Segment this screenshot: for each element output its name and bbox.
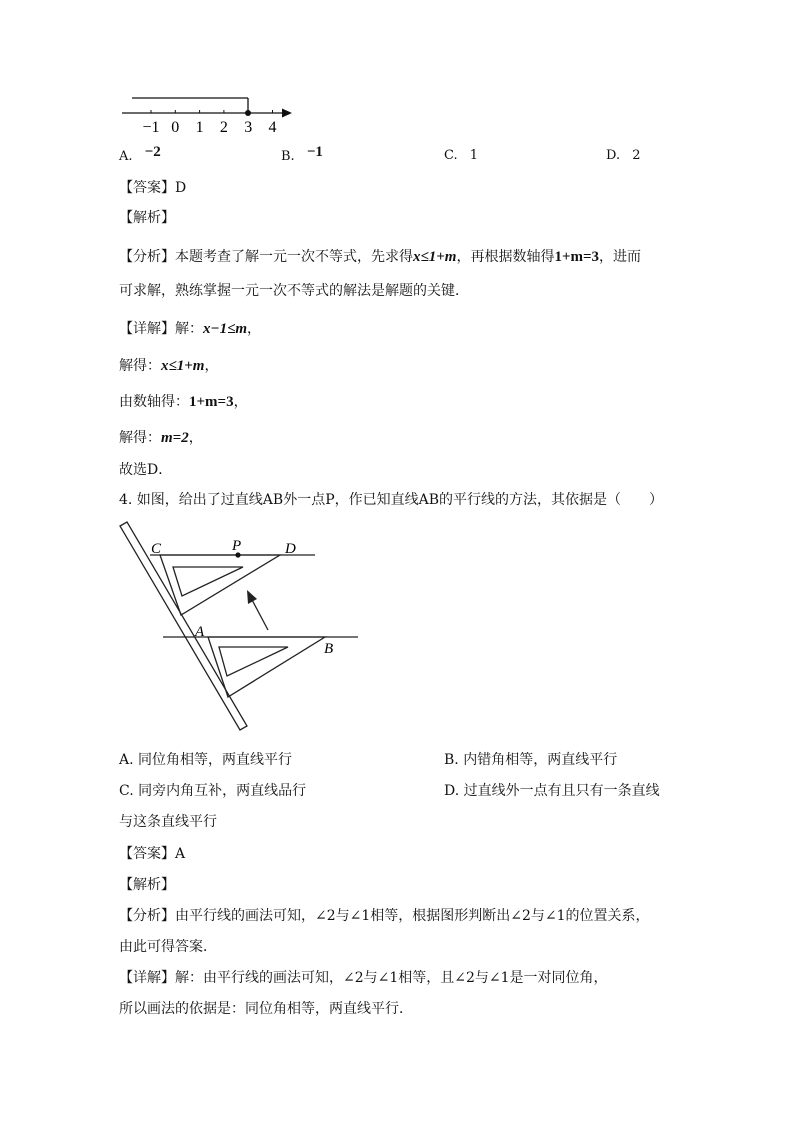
label-p: P (232, 538, 242, 554)
q3-analysis-line2: 可求解，熟练掌握一元一次不等式的解法是解题的关键． (119, 283, 469, 299)
q4-option-a[interactable]: A. 同位角相等，两直线平行 (119, 752, 293, 768)
q3-option-b[interactable] (281, 144, 323, 165)
q4-detail-line2: 所以画法的依据是：同位角相等，两直线平行． (119, 1001, 413, 1017)
q3-analysis-line1: 【分析】本题考查了解一元一次不等式，先求得x≤1+m，再根据数轴得1+m=3，进而 (119, 249, 642, 265)
option-value: 1 (469, 148, 479, 163)
tick-label: 4 (268, 119, 277, 136)
q3-solve-line1: 解得：x≤1+m， (119, 358, 219, 374)
set-square-lower (208, 637, 325, 697)
q4-analysis-line1: 【分析】由平行线的画法可知，∠2与∠1相等，根据图形判断出∠2与∠1的位置关系， (119, 908, 650, 924)
option-label: B. (281, 149, 295, 164)
label-a: A (195, 624, 205, 640)
q3-solve-line2: 解得：m=2， (119, 430, 203, 446)
q4-analysis-line2: 由此可得答案． (119, 939, 217, 955)
option-value: −1 (306, 144, 323, 160)
q4-option-d-continued: 与这条直线平行 (119, 814, 217, 830)
q3-analysis-heading: 【解析】 (119, 210, 175, 226)
tick-label: 1 (195, 119, 204, 136)
parallel-lines-figure (115, 518, 365, 738)
q4-option-d[interactable]: D. 过直线外一点有且只有一条直线 (444, 783, 660, 799)
q4-question: 4. 如图，给出了过直线AB外一点P，作已知直线AB的平行线的方法，其依据是（ ） (119, 492, 664, 508)
tick-label: 3 (244, 119, 253, 136)
set-square-upper-hole (173, 567, 243, 596)
equation-math: 1+m=3 (554, 249, 600, 265)
option-label: A. (119, 149, 133, 164)
q4-answer: 【答案】A (119, 846, 186, 862)
label-d: D (285, 541, 296, 557)
q3-answer: 【答案】D (119, 180, 187, 196)
q3-option-c[interactable] (444, 148, 478, 163)
move-arrow-shaft (251, 598, 268, 630)
label-b: B (324, 641, 334, 657)
q4-analysis-heading: 【解析】 (119, 877, 175, 893)
option-value: 2 (632, 148, 641, 163)
option-label: C. (444, 148, 458, 163)
q3-axis-line: 由数轴得：1+m=3， (119, 394, 248, 410)
tick-label: −1 (142, 119, 160, 136)
q4-detail-line1: 【详解】解：由平行线的画法可知，∠2与∠1相等，且∠2与∠1是一对同位角， (119, 970, 608, 986)
number-line-arrow (282, 109, 292, 118)
ruler (120, 522, 247, 730)
q4-option-c[interactable]: C. 同旁内角互补，两直线品行 (119, 783, 307, 799)
option-value: −2 (144, 144, 161, 160)
move-arrow-head (247, 590, 257, 604)
number-line-figure (110, 92, 300, 140)
q3-option-d[interactable] (606, 148, 641, 163)
inequality-math: x≤1+m (413, 249, 457, 265)
q3-conclusion: 故选D． (119, 462, 173, 478)
set-square-lower-hole (219, 647, 288, 676)
q3-option-a[interactable] (119, 144, 161, 165)
q4-option-b[interactable]: B. 内错角相等，两直线平行 (444, 752, 618, 768)
tick-label: 0 (171, 119, 180, 136)
label-c: C (151, 541, 162, 557)
tick-label: 2 (219, 119, 228, 136)
q3-detail-line: 【详解】解：x−1≤m， (119, 321, 261, 337)
option-label: D. (606, 148, 621, 163)
